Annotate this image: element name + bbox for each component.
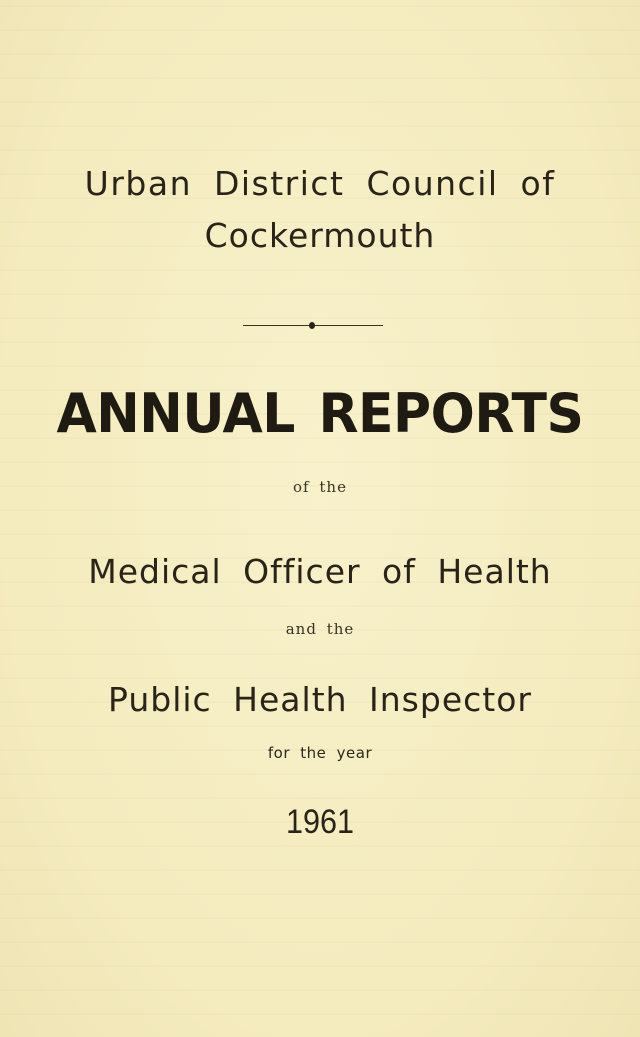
connector-for-the-year: for the year	[267, 744, 373, 762]
divider-dot-icon	[309, 322, 315, 329]
connector-of-the: of the	[293, 478, 347, 496]
main-heading: ANNUAL REPORTS	[56, 382, 584, 446]
report-title-health-inspector: Public Health Inspector	[108, 680, 532, 719]
connector-and-the: and the	[285, 620, 355, 638]
report-year: 1961	[285, 803, 355, 841]
council-name-line-1: Urban District Council of	[84, 164, 556, 203]
report-title-medical-officer: Medical Officer of Health	[88, 552, 552, 591]
council-name-line-2: Cockermouth	[204, 216, 436, 255]
